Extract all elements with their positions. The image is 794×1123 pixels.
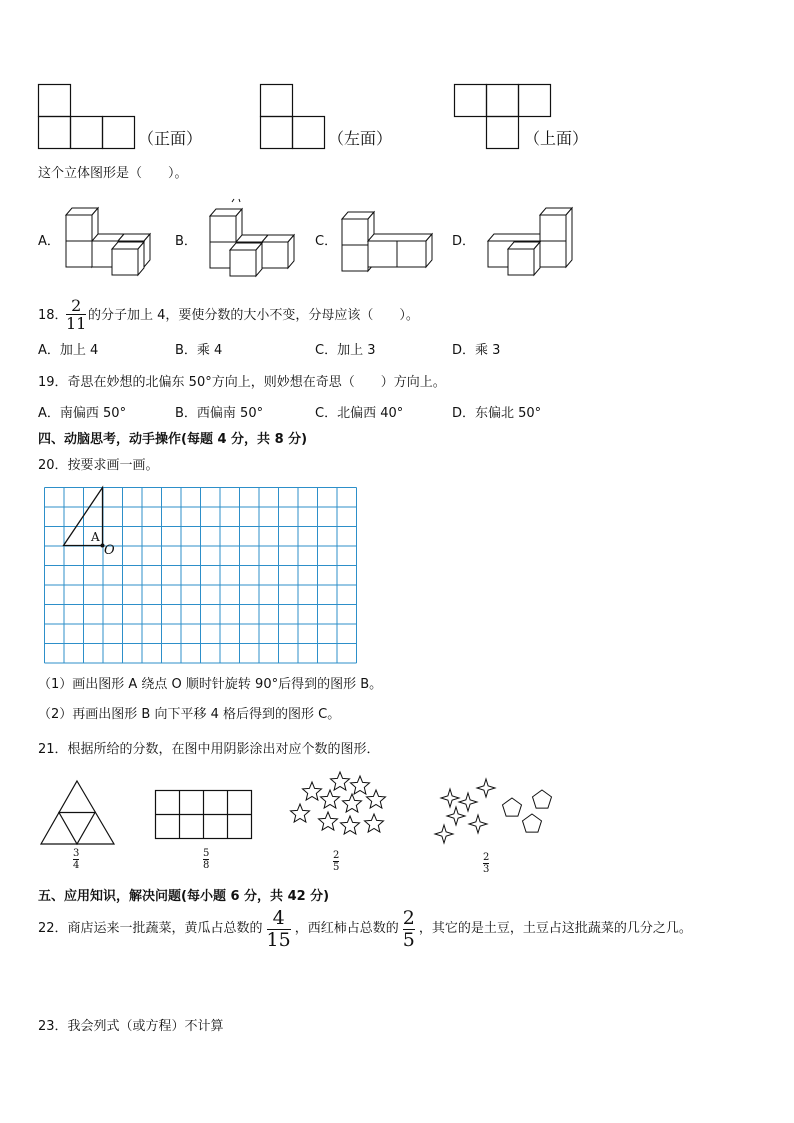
star-icon: [303, 782, 322, 800]
top-view-label: （上面）: [524, 129, 589, 148]
pentagon-icon: [533, 790, 552, 808]
q18-option-c: C．加上 3: [315, 343, 376, 358]
q19-stem: 19．奇思在妙想的北偏东 50°方向上，则妙想在奇思（ ）方向上。: [38, 375, 446, 390]
q21-fraction-4-denominator: 3: [483, 864, 490, 875]
q18-stem: 的分子加上 4，要使分数的大小不变，分母应该（ ）。: [88, 308, 419, 323]
q19-option-b: B．西偏南 50°: [175, 406, 264, 421]
q19-option-c: C．北偏西 40°: [315, 406, 404, 421]
q21-fraction-1-numerator: 3: [73, 848, 80, 859]
star-icon: [291, 804, 310, 822]
q17-option-c-label: C．: [315, 234, 338, 249]
q21-fraction-2: [203, 848, 209, 871]
q17-option-b-label: B．: [175, 234, 197, 249]
star-icon: [365, 814, 384, 832]
sparkle-icon: [469, 815, 487, 833]
q17-option-a-figure: [64, 205, 154, 275]
q17-option-a-label: A．: [38, 234, 60, 249]
q17-option-b-figure: [208, 198, 298, 276]
q17-stem: 这个立体图形是（ ）。: [38, 166, 188, 181]
q22-fraction-tomato: [403, 908, 415, 951]
q20-label-o: O: [104, 543, 115, 558]
q21-fraction-3-numerator: 2: [333, 850, 340, 861]
q21-fraction-2-numerator: 5: [203, 848, 210, 859]
q21-fraction-2-denominator: 8: [203, 860, 210, 871]
front-view-figure: [38, 84, 138, 150]
q21-rectangle-figure: [155, 790, 255, 842]
star-icon: [319, 812, 338, 830]
q17-option-d-figure: [486, 205, 578, 277]
q21-stem: 21．根据所给的分数，在图中用阴影涂出对应个数的图形．: [38, 742, 380, 757]
star-icon: [321, 790, 340, 808]
left-view-figure: [260, 84, 328, 150]
q21-fraction-1: [73, 848, 79, 871]
q18-option-a: A．加上 4: [38, 343, 99, 358]
q18-fraction: [66, 297, 86, 332]
sparkle-icon: [477, 779, 495, 797]
q21-fraction-3: [333, 850, 339, 873]
sparkle-icon: [435, 825, 453, 843]
q21-fraction-1-denominator: 4: [73, 860, 80, 871]
q22-fraction-tomato-denominator: 5: [402, 928, 415, 951]
q21-triangle-figure: [40, 780, 116, 846]
q21-fraction-3-denominator: 5: [333, 862, 340, 873]
q18-fraction-denominator: 11: [66, 314, 87, 333]
q21-sparkles-pentagons-figure: [432, 774, 562, 846]
sparkle-icon: [441, 789, 459, 807]
front-view-label: （正面）: [138, 129, 203, 148]
q22-part2: ，西红柿占总数的: [294, 921, 399, 936]
pentagon-icon: [523, 814, 542, 832]
q17-option-d-label: D．: [452, 234, 476, 249]
q21-fraction-4: [483, 852, 489, 875]
star-icon: [343, 794, 362, 812]
q22-fraction-cucumber-denominator: 15: [266, 928, 291, 951]
q20-sub2: （2）再画出图形 B 向下平移 4 格后得到的图形 C。: [38, 707, 341, 722]
q23-stem: 23．我会列式（或方程）不计算: [38, 1019, 224, 1034]
star-icon: [367, 790, 386, 808]
pentagon-icon: [503, 798, 522, 816]
q22-fraction-cucumber-numerator: 4: [272, 906, 285, 929]
q18-fraction-numerator: 2: [71, 296, 82, 315]
q22-fraction-cucumber: [267, 908, 291, 951]
q22-fraction-tomato-numerator: 2: [402, 906, 415, 929]
q20-sub1: （1）画出图形 A 绕点 O 顺时针旋转 90°后得到的图形 B。: [38, 677, 383, 692]
star-icon: [351, 776, 370, 794]
q22-part3: ，其它的是土豆，土豆占这批蔬菜的几分之几。: [418, 921, 692, 936]
q18-option-b: B．乘 4: [175, 343, 223, 358]
sparkle-icon: [447, 807, 465, 825]
q19-option-d: D．东偏北 50°: [452, 406, 542, 421]
q21-fraction-4-numerator: 2: [483, 852, 490, 863]
star-icon: [331, 772, 350, 790]
q21-stars-figure: [288, 770, 392, 850]
star-icon: [341, 816, 360, 834]
section5-title: 五、应用知识，解决问题(每小题 6 分，共 42 分): [38, 889, 330, 904]
q22-stem: [38, 906, 692, 952]
sparkle-icon: [459, 793, 477, 811]
q18-number: 18．: [38, 308, 68, 323]
left-view-label: （左面）: [328, 129, 393, 148]
q20-stem: 20．按要求画一画。: [38, 458, 159, 473]
q19-option-a: A．南偏西 50°: [38, 406, 127, 421]
q22-part1: 22．商店运来一批蔬菜，黄瓜占总数的: [38, 921, 263, 936]
section4-title: 四、动脑思考，动手操作(每题 4 分，共 8 分): [38, 432, 308, 447]
q18-option-d: D．乘 3: [452, 343, 501, 358]
q17-option-c-figure: [340, 205, 436, 275]
q20-label-a: A: [91, 530, 100, 544]
